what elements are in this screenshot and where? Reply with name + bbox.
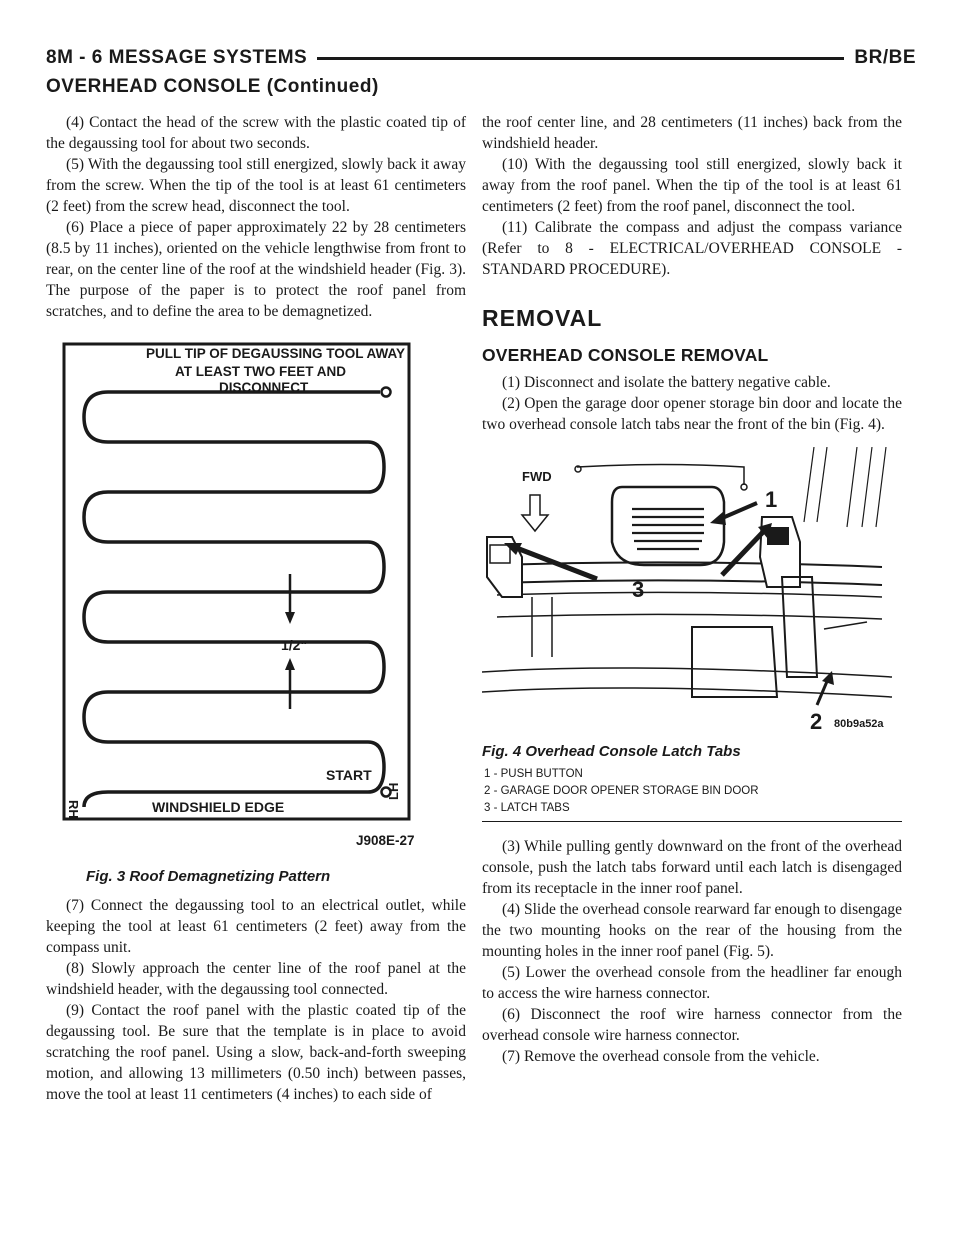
legend-item: 2 - GARAGE DOOR OPENER STORAGE BIN DOOR — [484, 785, 759, 797]
legend-item: 1 - PUSH BUTTON — [484, 768, 583, 780]
fig4-callout-3: 3 — [632, 577, 645, 602]
heading-removal: REMOVAL — [482, 305, 603, 331]
legend-divider — [482, 821, 902, 822]
fig3-label-pull: PULL TIP OF DEGAUSSING TOOL AWAY — [146, 346, 406, 361]
fig4-code: 80b9a52a — [834, 718, 884, 730]
step-paragraph: (4) Slide the overhead console rearward far enough to disengage the two mounting hooks on the rear of the housing from the mounting holes in the inner roof panel (Fig. 5). — [482, 901, 902, 960]
fig3-label-atleast: AT LEAST TWO FEET AND — [175, 364, 346, 379]
step-paragraph: (5) With the degaussing tool still energized, slowly back it away from the screw. When the tip of the tool is at least 61 centimeters (2 feet) from the screw head, disconnect the tool. — [46, 156, 466, 215]
fig3-label-lh: LH — [386, 782, 401, 800]
demagnetizing-pattern-diagram — [46, 334, 466, 862]
step-paragraph: (4) Contact the head of the screw with the plastic coated tip of the degaussing tool for about two seconds. — [46, 114, 466, 152]
fig4-callout-2: 2 — [810, 709, 823, 734]
fig3-code: J908E-27 — [356, 833, 415, 848]
step-paragraph: (11) Calibrate the compass and adjust the compass variance (Refer to 8 - ELECTRICAL/OVERHEAD CONSOLE - STANDARD PROCEDURE). — [482, 219, 902, 278]
step-paragraph: (6) Place a piece of paper approximately 22 by 28 centimeters (8.5 by 11 inches), oriented on the vehicle lengthwise from front to rear, on the center line of the roof at the windshield header (Fig. 3). The purpose of the paper is to protect the roof panel from scratches, and to define the area to be demagnetized. — [46, 219, 466, 320]
step-paragraph: (3) While pulling gently downward on the front of the overhead console, push the latch tabs forward until each latch is disengaged from its receptacle in the inner roof panel. — [482, 838, 902, 897]
fig4-fwd-label: FWD — [522, 469, 552, 484]
figure-4-legend — [484, 766, 902, 817]
figure-4 — [482, 447, 902, 822]
step-paragraph: (2) Open the garage door opener storage bin door and locate the two overhead console latch tabs near the front of the bin (Fig. 4). — [482, 395, 902, 433]
section-title: 8M - 6 MESSAGE SYSTEMS — [46, 46, 317, 70]
model-code: BR/BE — [844, 46, 916, 70]
latch-tabs-illustration — [482, 447, 902, 737]
step-paragraph: (8) Slowly approach the center line of the roof panel at the windshield header, with the degaussing tool connected. — [46, 960, 466, 998]
figure-4-caption: Fig. 4 Overhead Console Latch Tabs — [482, 743, 741, 760]
step-paragraph: (5) Lower the overhead console from the headliner far enough to access the wire harness connector. — [482, 964, 902, 1002]
step-paragraph: (7) Remove the overhead console from the vehicle. — [502, 1048, 820, 1065]
figure-3 — [46, 334, 466, 887]
step-paragraph: the roof center line, and 28 centimeters (11 inches) back from the windshield header. — [482, 114, 902, 152]
step-paragraph: (10) With the degaussing tool still energized, slowly back it away from the roof panel. When the tip of the tool is at least 61 centimeters (2 feet) from the roof panel, disconnect the tool. — [482, 156, 902, 215]
legend-item: 3 - LATCH TABS — [484, 802, 570, 814]
figure-3-caption: Fig. 3 Roof Demagnetizing Pattern — [86, 868, 331, 885]
fig3-label-half-inch: 1/2" — [281, 637, 308, 653]
continued-heading: OVERHEAD CONSOLE (Continued) — [46, 76, 379, 97]
fig3-label-start: START — [326, 767, 372, 783]
fig3-label-disconnect: DISCONNECT — [219, 380, 309, 395]
right-column — [482, 112, 902, 1067]
fig4-callout-1: 1 — [765, 487, 778, 512]
step-paragraph: (6) Disconnect the roof wire harness connector from the overhead console wire harness connector. — [482, 1006, 902, 1044]
step-paragraph: (7) Connect the degaussing tool to an electrical outlet, while keeping the tool at least 61 centimeters (2 feet) away from the compass unit. — [46, 897, 466, 956]
step-paragraph: (1) Disconnect and isolate the battery negative cable. — [502, 374, 831, 391]
fig3-label-rh: RH — [66, 800, 81, 819]
fig3-label-windshield: WINDSHIELD EDGE — [152, 799, 285, 815]
page-header — [46, 46, 916, 74]
left-column — [46, 112, 466, 1105]
step-paragraph: (9) Contact the roof panel with the plastic coated tip of the degaussing tool. Be sure that the template is in place to avoid scratching the roof panel. Using a slow, back-and-forth sweeping motion, and allowing 13 millimeters (0.50 inch) between passes, move the tool at least 11 centimeters (4 inches) to each side of — [46, 1002, 466, 1103]
heading-overhead-console-removal: OVERHEAD CONSOLE REMOVAL — [482, 345, 769, 365]
